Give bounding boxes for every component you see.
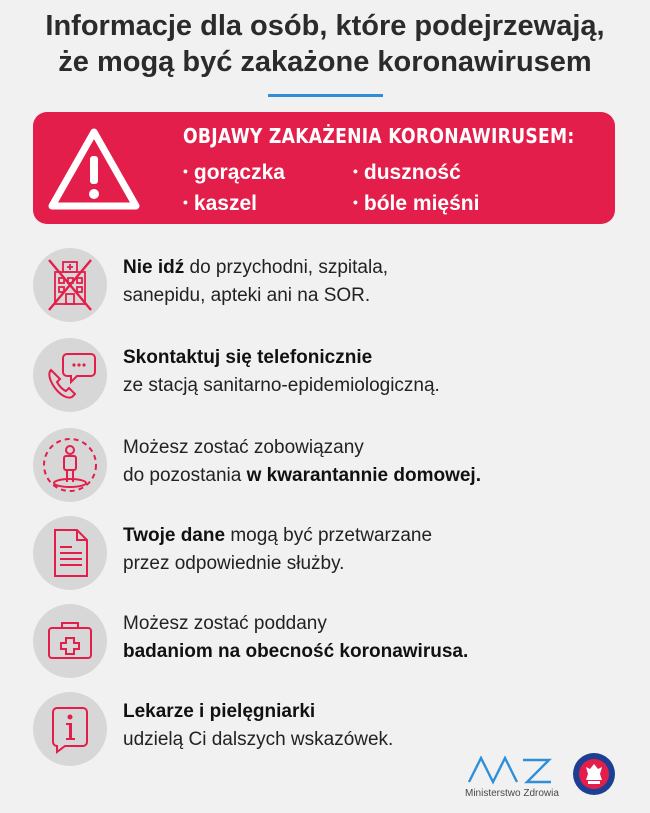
info-text-testing: Możesz zostać poddany badaniom na obecność koronawirusa.	[123, 613, 469, 662]
document-icon	[33, 516, 107, 590]
info-item-quarantine	[33, 428, 633, 508]
info-icon-circle	[33, 428, 107, 502]
phone-chat-icon	[33, 338, 107, 412]
ministry-logo	[465, 752, 565, 802]
info-icon-circle	[33, 516, 107, 590]
info-icon-circle	[33, 604, 107, 678]
info-text-quarantine: Możesz zostać zobowiązany do pozostania w kwarantannie domowej.	[123, 437, 481, 486]
symptom-muscle-pain: • bóle mięśni	[353, 192, 480, 215]
symptom-fever: • gorączka	[183, 161, 285, 184]
ministry-caption: Ministerstwo Zdrowia	[465, 788, 559, 799]
info-text-doctors: Lekarze i pielęgniarki udzielą Ci dalszych wskazówek.	[123, 701, 394, 750]
info-bubble-icon	[33, 692, 107, 766]
page-title	[0, 8, 650, 80]
info-text-data: Twoje dane mogą być przetwarzane przez odpowiednie służby.	[123, 525, 433, 574]
symptoms-heading: OBJAWY ZAKAŻENIA KORONAWIRUSEM:	[183, 124, 575, 148]
info-item-call	[33, 338, 633, 418]
info-item-do-not-go	[33, 248, 633, 328]
info-icon-circle	[33, 248, 107, 322]
mz-logo-icon	[465, 752, 555, 786]
crossed-hospital-icon	[33, 248, 107, 322]
quarantine-person-icon	[33, 428, 107, 502]
title-divider	[268, 94, 383, 97]
gis-logo	[572, 752, 616, 796]
title-line-1: Informacje dla osób, które podejrzewają,	[45, 10, 605, 42]
warning-triangle-icon	[47, 126, 141, 212]
info-icon-circle	[33, 338, 107, 412]
info-text-call: Skontaktuj się telefonicznie ze stacją sanitarno-epidemiologiczną.	[123, 347, 440, 396]
info-item-data	[33, 516, 633, 596]
title-line-2: że mogą być zakażone koronawirusem	[58, 46, 592, 78]
symptoms-banner	[33, 112, 615, 224]
info-text-do-not-go: Nie idź do przychodni, szpitala, sanepidu, apteki ani na SOR.	[123, 257, 389, 306]
info-icon-circle	[33, 692, 107, 766]
medical-kit-icon	[33, 604, 107, 678]
symptom-cough: • kaszel	[183, 192, 257, 215]
info-item-testing	[33, 604, 633, 684]
symptom-dyspnea: • duszność	[353, 161, 461, 184]
